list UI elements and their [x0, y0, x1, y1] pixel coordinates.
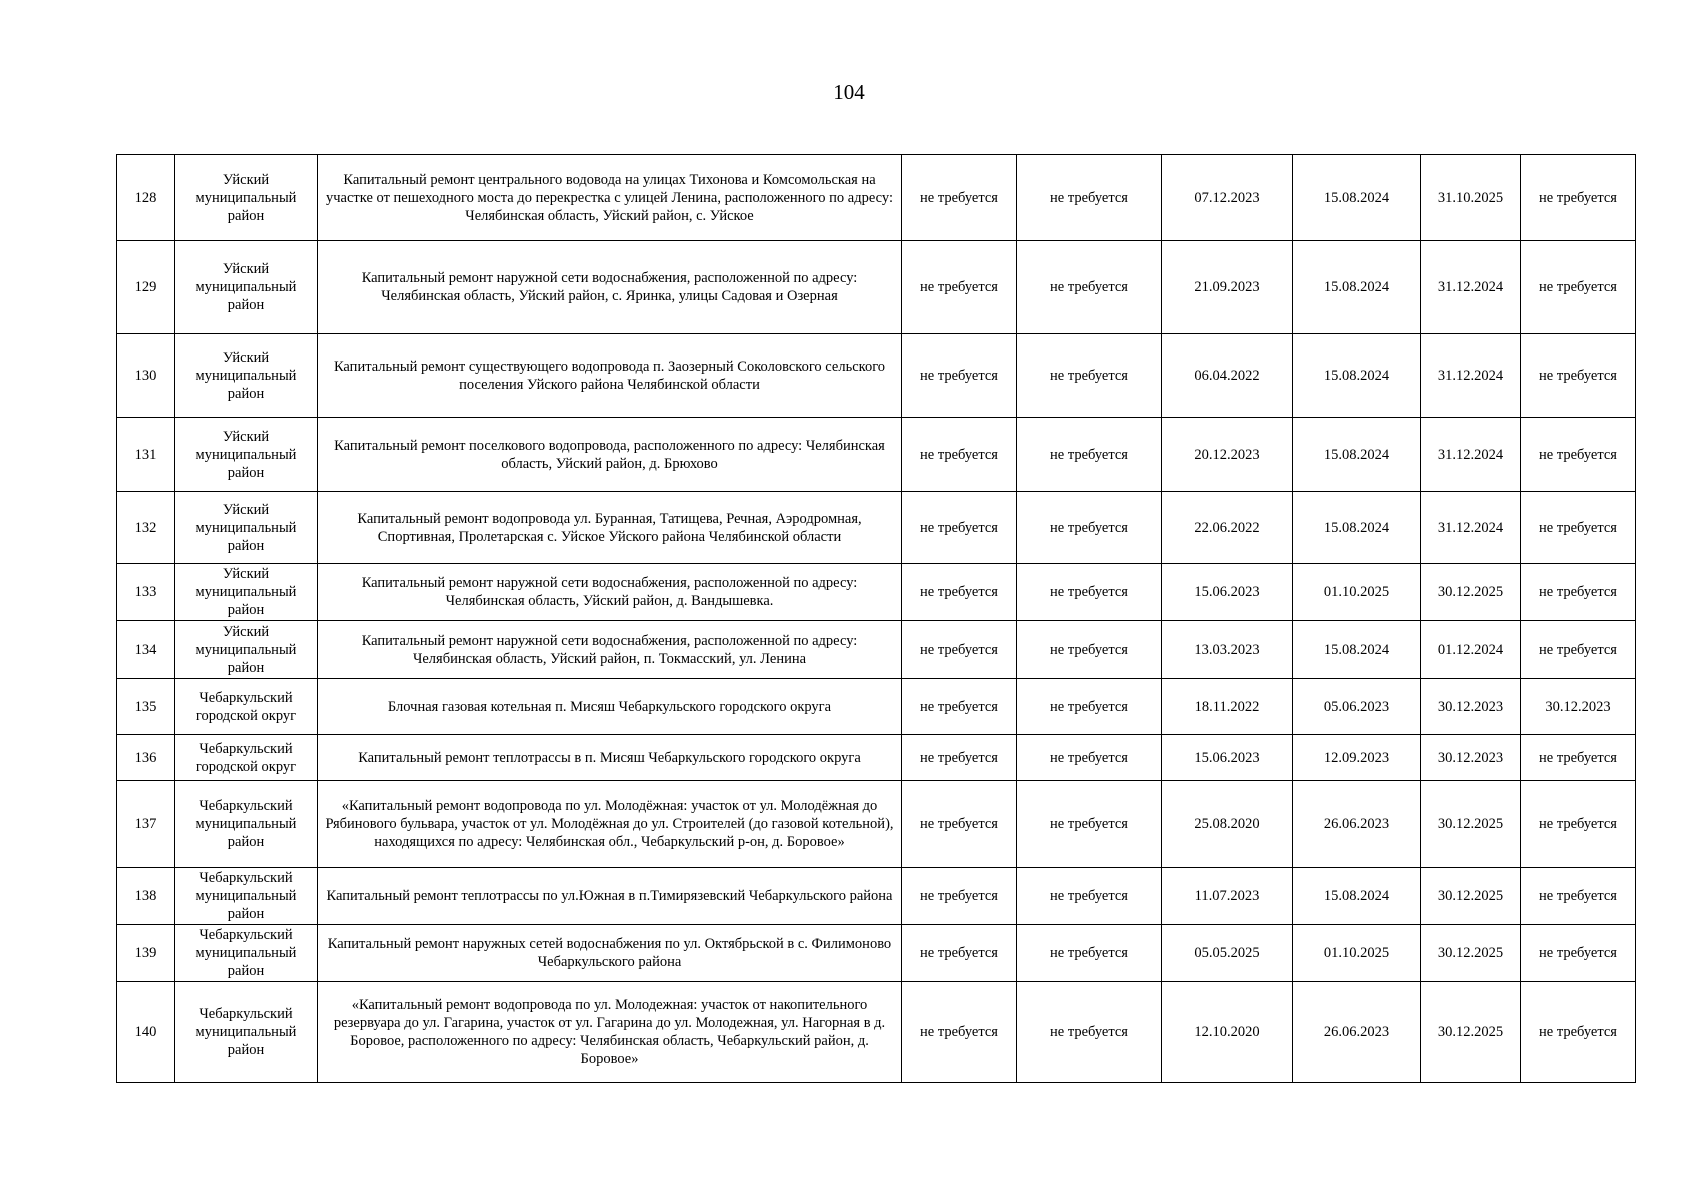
description-cell: Капитальный ремонт существующего водопровода п. Заозерный Соколовского сельского поселения Уйского района Челябинской области — [318, 334, 902, 418]
municipality-cell: Уйский муниципальный район — [175, 241, 318, 334]
row-number: 140 — [117, 982, 175, 1083]
municipality-cell: Чебаркульский муниципальный район — [175, 982, 318, 1083]
date2-cell: 15.08.2024 — [1293, 241, 1421, 334]
description-cell: Капитальный ремонт поселкового водопровода, расположенного по адресу: Челябинская область, Уйский район, д. Брюхово — [318, 418, 902, 492]
col9-cell: не требуется — [1521, 492, 1636, 564]
date2-cell: 15.08.2024 — [1293, 621, 1421, 679]
municipality-cell: Чебаркульский городской округ — [175, 679, 318, 735]
description-cell: «Капитальный ремонт водопровода по ул. Молодёжная: участок от ул. Молодёжная до Рябинового бульвара, участок от ул. Молодёжная до ул. Строителей (до газовой котельной), находящихся по адресу: Челябинская обл., Чебаркульский р-он, д. Боровое» — [318, 781, 902, 868]
date1-cell: 15.06.2023 — [1162, 735, 1293, 781]
municipality-cell: Уйский муниципальный район — [175, 621, 318, 679]
row-number: 129 — [117, 241, 175, 334]
municipality-cell: Чебаркульский муниципальный район — [175, 925, 318, 982]
col5-cell: не требуется — [1017, 679, 1162, 735]
table-row — [117, 982, 1636, 1083]
table-row — [117, 781, 1636, 868]
col5-cell: не требуется — [1017, 781, 1162, 868]
col5-cell: не требуется — [1017, 621, 1162, 679]
date3-cell: 01.12.2024 — [1421, 621, 1521, 679]
date3-cell: 30.12.2023 — [1421, 679, 1521, 735]
col5-cell: не требуется — [1017, 868, 1162, 925]
page-number: 104 — [833, 80, 865, 104]
col9-cell: 30.12.2023 — [1521, 679, 1636, 735]
date2-cell: 26.06.2023 — [1293, 982, 1421, 1083]
table-row — [117, 621, 1636, 679]
col9-cell: не требуется — [1521, 155, 1636, 241]
col4-cell: не требуется — [902, 418, 1017, 492]
col4-cell: не требуется — [902, 735, 1017, 781]
col4-cell: не требуется — [902, 982, 1017, 1083]
row-number: 128 — [117, 155, 175, 241]
col5-cell: не требуется — [1017, 155, 1162, 241]
municipality-cell: Чебаркульский муниципальный район — [175, 781, 318, 868]
col5-cell: не требуется — [1017, 492, 1162, 564]
col9-cell: не требуется — [1521, 241, 1636, 334]
table-row — [117, 868, 1636, 925]
row-number: 136 — [117, 735, 175, 781]
date3-cell: 31.10.2025 — [1421, 155, 1521, 241]
col4-cell: не требуется — [902, 679, 1017, 735]
description-cell: Блочная газовая котельная п. Мисяш Чебаркульского городского округа — [318, 679, 902, 735]
date2-cell: 15.08.2024 — [1293, 492, 1421, 564]
date2-cell: 01.10.2025 — [1293, 925, 1421, 982]
col4-cell: не требуется — [902, 492, 1017, 564]
col9-cell: не требуется — [1521, 418, 1636, 492]
col4-cell: не требуется — [902, 925, 1017, 982]
table-row — [117, 155, 1636, 241]
date1-cell: 12.10.2020 — [1162, 982, 1293, 1083]
municipality-cell: Уйский муниципальный район — [175, 492, 318, 564]
col5-cell: не требуется — [1017, 925, 1162, 982]
date1-cell: 15.06.2023 — [1162, 564, 1293, 621]
date2-cell: 01.10.2025 — [1293, 564, 1421, 621]
col5-cell: не требуется — [1017, 418, 1162, 492]
date2-cell: 15.08.2024 — [1293, 155, 1421, 241]
col5-cell: не требуется — [1017, 564, 1162, 621]
row-number: 133 — [117, 564, 175, 621]
date2-cell: 15.08.2024 — [1293, 868, 1421, 925]
table-row — [117, 925, 1636, 982]
col9-cell: не требуется — [1521, 735, 1636, 781]
date1-cell: 13.03.2023 — [1162, 621, 1293, 679]
table-row — [117, 564, 1636, 621]
description-cell: Капитальный ремонт теплотрассы по ул.Южная в п.Тимирязевский Чебаркульского района — [318, 868, 902, 925]
description-cell: Капитальный ремонт водопровода ул. Буранная, Татищева, Речная, Аэродромная, Спортивная, Пролетарская с. Уйское Уйского района Челябинской области — [318, 492, 902, 564]
date3-cell: 30.12.2023 — [1421, 735, 1521, 781]
description-cell: Капитальный ремонт теплотрассы в п. Мисяш Чебаркульского городского округа — [318, 735, 902, 781]
col4-cell: не требуется — [902, 564, 1017, 621]
date1-cell: 20.12.2023 — [1162, 418, 1293, 492]
col4-cell: не требуется — [902, 241, 1017, 334]
registry-table — [116, 154, 1636, 1083]
date3-cell: 30.12.2025 — [1421, 925, 1521, 982]
col9-cell: не требуется — [1521, 781, 1636, 868]
col9-cell: не требуется — [1521, 982, 1636, 1083]
municipality-cell: Чебаркульский городской округ — [175, 735, 318, 781]
row-number: 135 — [117, 679, 175, 735]
col9-cell: не требуется — [1521, 868, 1636, 925]
col5-cell: не требуется — [1017, 735, 1162, 781]
date1-cell: 06.04.2022 — [1162, 334, 1293, 418]
date1-cell: 21.09.2023 — [1162, 241, 1293, 334]
date1-cell: 22.06.2022 — [1162, 492, 1293, 564]
date3-cell: 31.12.2024 — [1421, 241, 1521, 334]
row-number: 130 — [117, 334, 175, 418]
table-row — [117, 679, 1636, 735]
date1-cell: 25.08.2020 — [1162, 781, 1293, 868]
col4-cell: не требуется — [902, 621, 1017, 679]
description-cell: Капитальный ремонт центрального водовода на улицах Тихонова и Комсомольская на участке от пешеходного моста до перекрестка с улицей Ленина, расположенного по адресу: Челябинская область, Уйский район, с. Уйское — [318, 155, 902, 241]
row-number: 137 — [117, 781, 175, 868]
municipality-cell: Чебаркульский муниципальный район — [175, 868, 318, 925]
description-cell: «Капитальный ремонт водопровода по ул. Молодежная: участок от накопительного резервуара до ул. Гагарина, участок от ул. Гагарина до ул. Молодежная, ул. Нагорная в д. Боровое, расположенного по адресу: Челябинская область, Чебаркульский район, д. Боровое» — [318, 982, 902, 1083]
date1-cell: 05.05.2025 — [1162, 925, 1293, 982]
description-cell: Капитальный ремонт наружных сетей водоснабжения по ул. Октябрьской в с. Филимоново Чебаркульского района — [318, 925, 902, 982]
date3-cell: 30.12.2025 — [1421, 982, 1521, 1083]
col5-cell: не требуется — [1017, 982, 1162, 1083]
col9-cell: не требуется — [1521, 621, 1636, 679]
description-cell: Капитальный ремонт наружной сети водоснабжения, расположенной по адресу: Челябинская область, Уйский район, п. Токмасский, ул. Ленина — [318, 621, 902, 679]
date3-cell: 30.12.2025 — [1421, 781, 1521, 868]
municipality-cell: Уйский муниципальный район — [175, 418, 318, 492]
date1-cell: 11.07.2023 — [1162, 868, 1293, 925]
description-cell: Капитальный ремонт наружной сети водоснабжения, расположенной по адресу: Челябинская область, Уйский район, с. Яринка, улицы Садовая и Озерная — [318, 241, 902, 334]
date2-cell: 15.08.2024 — [1293, 418, 1421, 492]
municipality-cell: Уйский муниципальный район — [175, 155, 318, 241]
date2-cell: 15.08.2024 — [1293, 334, 1421, 418]
col9-cell: не требуется — [1521, 334, 1636, 418]
col4-cell: не требуется — [902, 334, 1017, 418]
date2-cell: 12.09.2023 — [1293, 735, 1421, 781]
col9-cell: не требуется — [1521, 925, 1636, 982]
municipality-cell: Уйский муниципальный район — [175, 334, 318, 418]
col9-cell: не требуется — [1521, 564, 1636, 621]
date3-cell: 31.12.2024 — [1421, 418, 1521, 492]
date1-cell: 07.12.2023 — [1162, 155, 1293, 241]
row-number: 139 — [117, 925, 175, 982]
date3-cell: 31.12.2024 — [1421, 334, 1521, 418]
row-number: 131 — [117, 418, 175, 492]
row-number: 138 — [117, 868, 175, 925]
row-number: 132 — [117, 492, 175, 564]
date3-cell: 30.12.2025 — [1421, 564, 1521, 621]
table-row — [117, 241, 1636, 334]
municipality-cell: Уйский муниципальный район — [175, 564, 318, 621]
col5-cell: не требуется — [1017, 334, 1162, 418]
date2-cell: 05.06.2023 — [1293, 679, 1421, 735]
table-row — [117, 735, 1636, 781]
col5-cell: не требуется — [1017, 241, 1162, 334]
col4-cell: не требуется — [902, 868, 1017, 925]
table-row — [117, 418, 1636, 492]
description-cell: Капитальный ремонт наружной сети водоснабжения, расположенной по адресу: Челябинская область, Уйский район, д. Вандышевка. — [318, 564, 902, 621]
date3-cell: 31.12.2024 — [1421, 492, 1521, 564]
table-row — [117, 492, 1636, 564]
table-row — [117, 334, 1636, 418]
col4-cell: не требуется — [902, 781, 1017, 868]
date2-cell: 26.06.2023 — [1293, 781, 1421, 868]
date3-cell: 30.12.2025 — [1421, 868, 1521, 925]
date1-cell: 18.11.2022 — [1162, 679, 1293, 735]
col4-cell: не требуется — [902, 155, 1017, 241]
row-number: 134 — [117, 621, 175, 679]
